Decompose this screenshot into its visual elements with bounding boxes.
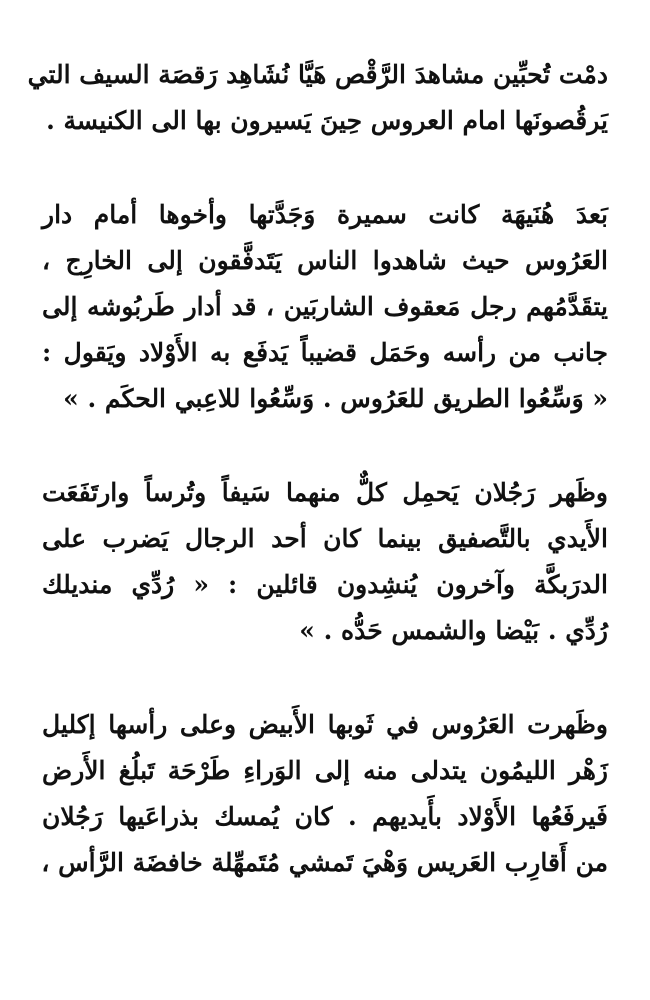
text-line: يَرقُصونَها امام العروس حِينَ يَسيرون بها الى الكنيسة . [46, 106, 608, 135]
text-line: جانب من رأسه وحَمَل قضيباً يَدفَع به الأَوْلاد ويَقول : [42, 338, 608, 367]
paragraph-3 [42, 470, 608, 654]
text-line: بَعدَ هُنَيهَة كانت سميرة وَجَدَّتها وأخوها أمام دار [42, 200, 608, 229]
text-line: الأَيدي بالتَّصفيق بينما كان أحد الرجال يَضرب على [42, 524, 608, 553]
paragraph-gap [42, 654, 608, 702]
paragraph-4 [42, 702, 608, 886]
text-line: زَهْر الليمُون يتدلى منه إلى الوَراءِ طَرْحَة تَبلُغ الأَرض [42, 756, 608, 785]
paragraph-gap [42, 422, 608, 470]
paragraph-2 [42, 192, 608, 422]
text-line: يتقَدَّمُهم رجل مَعقوف الشاربَين ، قد أدار طَربُوشه إلى [42, 292, 608, 321]
text-line: الدرَبكَّة وآخرون يُنشِدون قائلين : « رُدِّي منديلك [42, 570, 608, 599]
text-line: وظَهرت العَرُوس في ثَوبها الأَبيض وعلى رأسها إكليل [42, 710, 608, 739]
text-line: دمْت تُحبِّين مشاهدَ الرَّقْص هَيَّا نُشَاهِد رَقصَة السيف التي [27, 60, 608, 89]
paragraph-1 [27, 52, 608, 144]
text-line: فَيرفَعُها الأَوْلاد بأَيديهم . كان يُمسك بذراعَيها رَجُلان [42, 802, 608, 831]
text-line: رُدِّي . بَيْضا والشمس حَدُّه . » [299, 616, 608, 645]
paragraph-gap [42, 144, 608, 192]
text-line: « وَسِّعُوا الطريق للعَرُوس . وَسِّعُوا للاعِبي الحكَم . » [63, 384, 608, 413]
text-line: وظَهر رَجُلان يَحمِل كلٌّ منهما سَيفاً وتُرساً وارتَفَعَت [42, 478, 608, 507]
text-line: العَرُوس حيث شاهدوا الناس يَتَدفَّقون إلى الخارِج ، [42, 246, 608, 275]
text-line: من أَقارِب العَريس وَهْيَ تَمشي مُتَمهِّلة خافضَة الرَّأس ، [41, 848, 608, 877]
